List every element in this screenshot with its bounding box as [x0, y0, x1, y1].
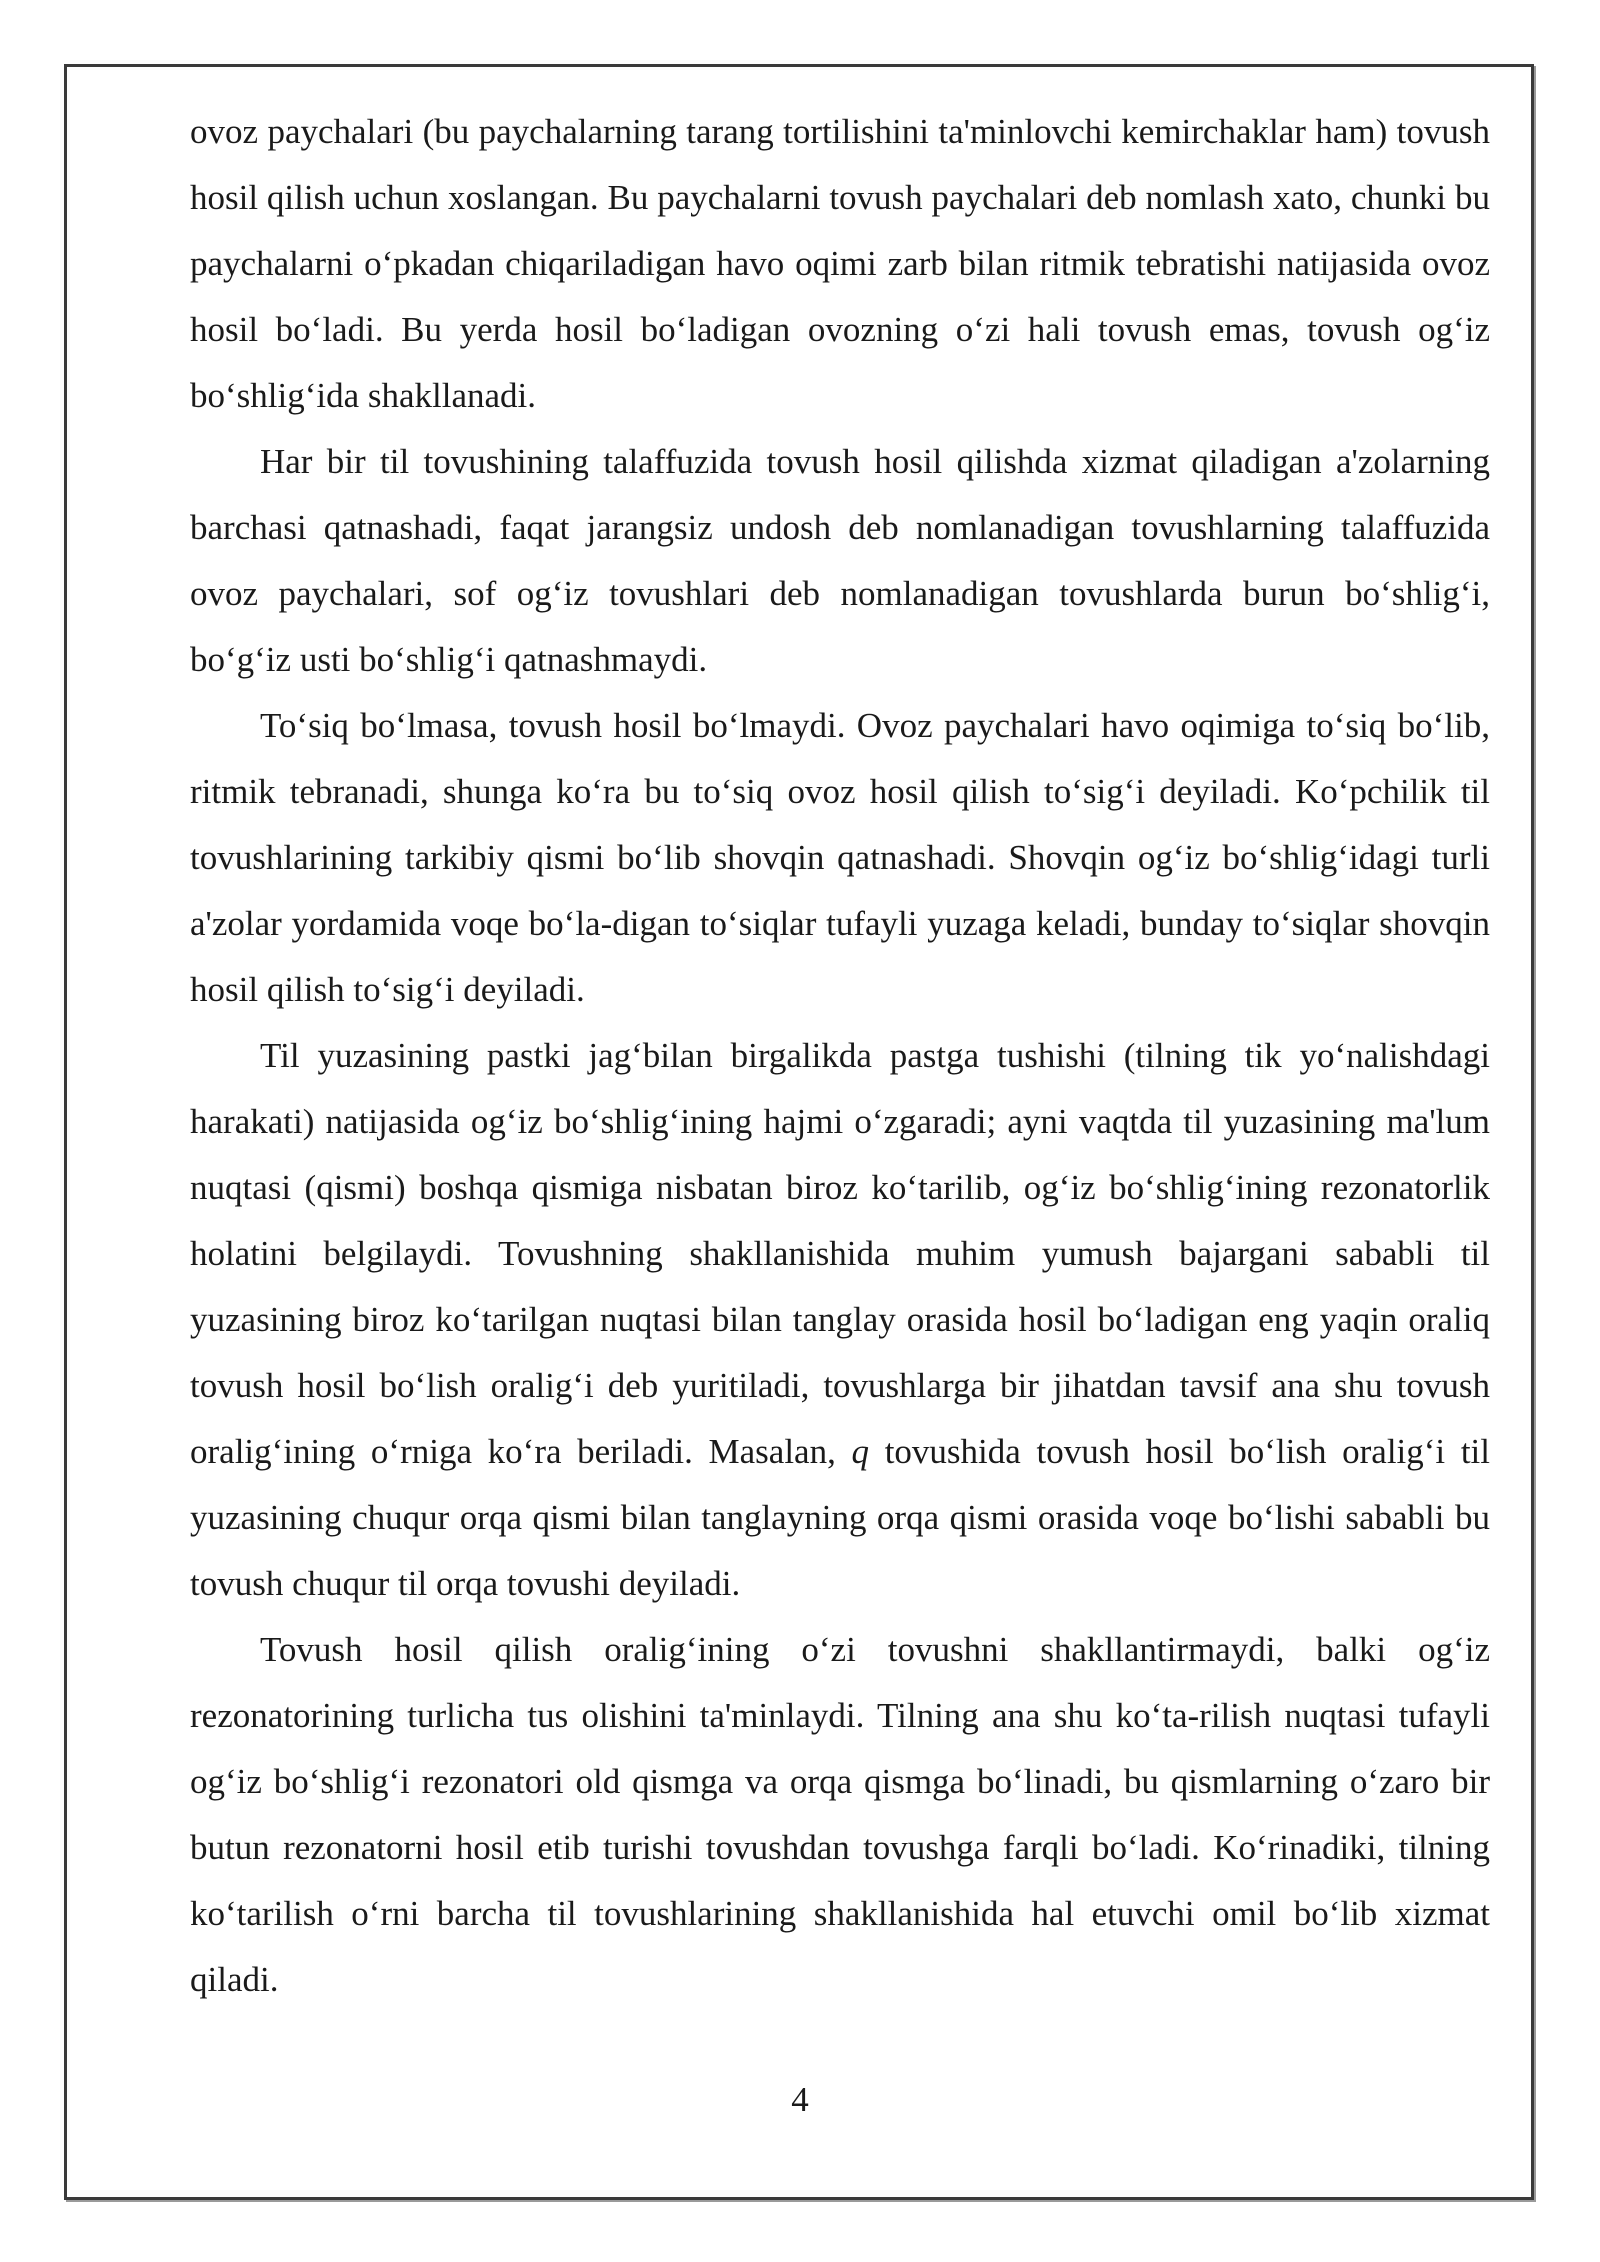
- page-number: 4: [791, 2080, 809, 2119]
- paragraph: [190, 693, 1490, 1023]
- text-run: Har bir til tovushining talaffuzida tovush hosil qilishda xizmat qiladigan a'zolarning barchasi qatnashadi, faqat jarangsiz undosh deb nomlanadigan tovushlarning talaffuzida ovoz paychalari, sof og‘iz tovushlari deb nomlanadigan tovushlarda burun bo‘shlig‘i, bo‘g‘iz usti bo‘shlig‘i qatnashmaydi.: [190, 442, 1490, 679]
- paragraph: [190, 429, 1490, 693]
- paragraph: [190, 99, 1490, 429]
- text-run: To‘siq bo‘lmasa, tovush hosil bo‘lmaydi. Ovoz paychalari havo oqimiga to‘siq bo‘lib, ritmik tebranadi, shunga ko‘ra bu to‘siq ovoz hosil qilish to‘sig‘i deyiladi. Ko‘pchilik til tovushlarining tarkibiy qismi bo‘lib shovqin qatnashadi. Shovqin og‘iz bo‘shlig‘idagi turli a'zolar yordamida voqe bo‘la-digan to‘siqlar tufayli yuzaga keladi, bunday to‘siqlar shovqin hosil qilish to‘sig‘i deyiladi.: [190, 706, 1490, 1009]
- italic-term: q: [851, 1432, 870, 1471]
- paragraph: [190, 1617, 1490, 2013]
- text-run: ovoz paychalari (bu paychalarning tarang tortilishini ta'minlovchi kemirchaklar ham) tovush hosil qilish uchun xoslangan. Bu paychalarni tovush paychalari deb nomlash xato, chunki bu paychalarni o‘pkadan chiqariladigan havo oqimi zarb bilan ritmik tebratishi natijasida ovoz hosil bo‘ladi. Bu yerda hosil bo‘ladigan ovozning o‘zi hali tovush emas, tovush og‘iz bo‘shlig‘ida shakllanadi.: [190, 112, 1490, 415]
- text-run: tovushida tovush hosil bo‘lish oralig‘i til yuzasining chuqur orqa qismi bilan tanglayning orqa qismi orasida voqe bo‘lishi sababli bu tovush chuqur til orqa tovushi deyiladi.: [190, 1432, 1491, 1603]
- paragraph: [190, 1023, 1490, 1617]
- text-run: Til yuzasining pastki jag‘bilan birgalikda pastga tushishi (tilning tik yo‘nalishdagi harakati) natijasida og‘iz bo‘shlig‘ining hajmi o‘zgaradi; ayni vaqtda til yuzasining ma'lum nuqtasi (qismi) boshqa qismiga nisbatan biroz ko‘tarilib, og‘iz bo‘shlig‘ining rezonatorlik holatini belgilaydi. Tovushning shakllanishida muhim yumush bajargani sababli til yuzasining biroz ko‘tarilgan nuqtasi bilan tanglay orasida hosil bo‘ladigan eng yaqin oraliq tovush hosil bo‘lish oralig‘i deb yuritiladi, tovushlarga bir jihatdan tavsif ana shu tovush oralig‘ining o‘rniga ko‘ra beriladi. Masalan,: [190, 1036, 1490, 1471]
- text-run: Tovush hosil qilish oralig‘ining o‘zi tovushni shakllantirmaydi, balki og‘iz rezonatorining turlicha tus olishini ta'minlaydi. Tilning ana shu ko‘ta-rilish nuqtasi tufayli og‘iz bo‘shlig‘i rezonatori old qismga va orqa qismga bo‘linadi, bu qismlarning o‘zaro bir butun rezonatorni hosil etib turishi tovushdan tovushga farqli bo‘ladi. Ko‘rinadiki, tilning ko‘tarilish o‘rni barcha til tovushlarining shakllanishida hal etuvchi omil bo‘lib xizmat qiladi.: [190, 1630, 1490, 1999]
- body-text: [190, 99, 1490, 2013]
